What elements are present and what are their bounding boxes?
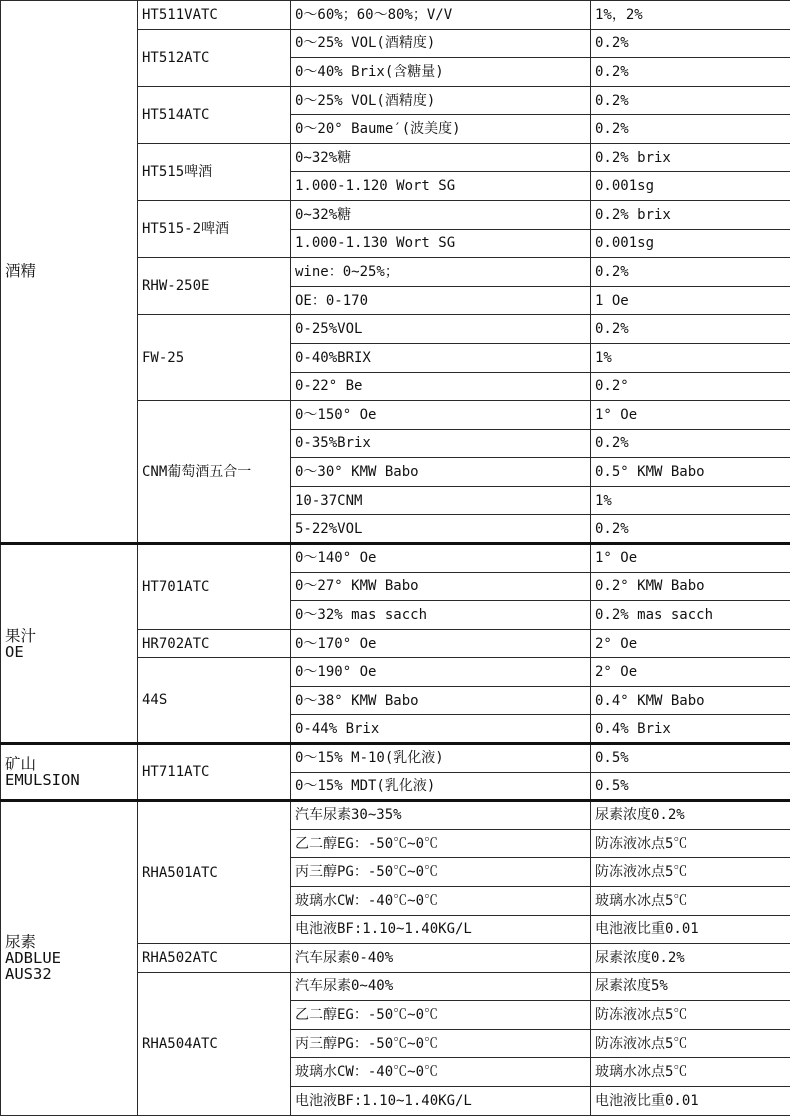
range-cell: 电池液BF:1.10~1.40KG/L — [291, 915, 591, 944]
precision-cell: 2° Oe — [591, 629, 790, 658]
precision-cell: 0.001sg — [591, 172, 790, 201]
model-cell: HT512ATC — [138, 29, 291, 86]
range-cell: 0-44% Brix — [291, 715, 591, 744]
range-cell: 汽车尿素0~40% — [291, 972, 591, 1001]
range-cell: 0～25% VOL(酒精度) — [291, 86, 591, 115]
precision-cell: 电池液比重0.01 — [591, 1086, 790, 1115]
precision-cell: 0.2% brix — [591, 201, 790, 230]
model-cell: CNM葡萄酒五合一 — [138, 401, 291, 544]
range-cell: 0～30° KMW Babo — [291, 458, 591, 487]
precision-cell: 0.4° KMW Babo — [591, 686, 790, 715]
category-label: EMULSION — [5, 772, 137, 788]
precision-cell: 0.2% mas sacch — [591, 601, 790, 630]
range-cell: 0~32%糖 — [291, 201, 591, 230]
model-cell: HT711ATC — [138, 744, 291, 801]
model-cell: RHA504ATC — [138, 972, 291, 1115]
range-cell: 0～15% MDT(乳化液) — [291, 772, 591, 801]
category-label: ADBLUE — [5, 950, 137, 966]
model-cell: HT511VATC — [138, 1, 291, 30]
model-cell: FW-25 — [138, 315, 291, 401]
precision-cell: 1% — [591, 486, 790, 515]
range-cell: 0～40% Brix(含糖量) — [291, 58, 591, 87]
precision-cell: 0.2% — [591, 86, 790, 115]
range-cell: wine：0~25%； — [291, 258, 591, 287]
range-cell: 0～150° Oe — [291, 401, 591, 430]
category-label: 尿素 — [5, 934, 137, 950]
range-cell: 0～15% M-10(乳化液) — [291, 744, 591, 773]
range-cell: 1.000-1.130 Wort SG — [291, 229, 591, 258]
range-cell: 0-40%BRIX — [291, 343, 591, 372]
range-cell: 电池液BF:1.10~1.40KG/L — [291, 1086, 591, 1115]
category-label: 果汁 — [5, 628, 137, 644]
precision-cell: 防冻液冰点5℃ — [591, 858, 790, 887]
precision-cell: 0.5% — [591, 744, 790, 773]
model-cell: RHA502ATC — [138, 944, 291, 973]
spec-table-body — [1, 1, 790, 1116]
precision-cell: 0.2% — [591, 115, 790, 144]
range-cell: 汽车尿素0-40% — [291, 944, 591, 973]
precision-cell: 0.2% — [591, 58, 790, 87]
range-cell: 0～25% VOL(酒精度) — [291, 29, 591, 58]
range-cell: 0～20° Baume′(波美度) — [291, 115, 591, 144]
precision-cell: 防冻液冰点5℃ — [591, 1029, 790, 1058]
precision-cell: 1% — [591, 343, 790, 372]
model-cell: HT515-2啤酒 — [138, 201, 291, 258]
model-cell: RHW-250E — [138, 258, 291, 315]
category-label: 矿山 — [5, 756, 137, 772]
range-cell: 0~32%糖 — [291, 143, 591, 172]
range-cell: 0～170° Oe — [291, 629, 591, 658]
model-cell: HT701ATC — [138, 543, 291, 629]
range-cell: 1.000-1.120 Wort SG — [291, 172, 591, 201]
range-cell: 0-25%VOL — [291, 315, 591, 344]
category-cell — [1, 744, 138, 801]
range-cell: 0～140° Oe — [291, 543, 591, 572]
precision-cell: 防冻液冰点5℃ — [591, 1001, 790, 1030]
category-label: 酒精 — [5, 263, 137, 279]
category-label: OE — [5, 644, 137, 660]
range-cell: 0～60%；60～80%；V/V — [291, 1, 591, 30]
precision-cell: 0.2% — [591, 29, 790, 58]
range-cell: 乙二醇EG：-50℃~0℃ — [291, 1001, 591, 1030]
model-cell: 44S — [138, 658, 291, 744]
range-cell: 玻璃水CW：-40℃~0℃ — [291, 886, 591, 915]
range-cell: 玻璃水CW：-40℃~0℃ — [291, 1058, 591, 1087]
precision-cell: 0.2% — [591, 258, 790, 287]
range-cell: 0～38° KMW Babo — [291, 686, 591, 715]
precision-cell: 玻璃水冰点5℃ — [591, 1058, 790, 1087]
range-cell: 丙三醇PG：-50℃~0℃ — [291, 1029, 591, 1058]
precision-cell: 尿素浓度0.2% — [591, 801, 790, 830]
precision-cell: 玻璃水冰点5℃ — [591, 886, 790, 915]
range-cell: 乙二醇EG：-50℃~0℃ — [291, 829, 591, 858]
range-cell: 0～32% mas sacch — [291, 601, 591, 630]
range-cell: 丙三醇PG：-50℃~0℃ — [291, 858, 591, 887]
range-cell: 0～190° Oe — [291, 658, 591, 687]
precision-cell: 防冻液冰点5℃ — [591, 829, 790, 858]
precision-cell: 0.5% — [591, 772, 790, 801]
precision-cell: 2° Oe — [591, 658, 790, 687]
precision-cell: 1%，2% — [591, 1, 790, 30]
range-cell: 汽车尿素30~35% — [291, 801, 591, 830]
range-cell: 0～27° KMW Babo — [291, 572, 591, 601]
table-row — [1, 801, 790, 830]
range-cell: 10-37CNM — [291, 486, 591, 515]
precision-cell: 0.2° KMW Babo — [591, 572, 790, 601]
precision-cell: 0.2° — [591, 372, 790, 401]
precision-cell: 1° Oe — [591, 401, 790, 430]
range-cell: 5-22%VOL — [291, 515, 591, 544]
table-row — [1, 543, 790, 572]
range-cell: OE：0-170 — [291, 286, 591, 315]
category-cell — [1, 543, 138, 743]
precision-cell: 0.5° KMW Babo — [591, 458, 790, 487]
precision-cell: 尿素浓度5% — [591, 972, 790, 1001]
precision-cell: 0.2% — [591, 515, 790, 544]
category-label: AUS32 — [5, 966, 137, 982]
precision-cell: 0.2% brix — [591, 143, 790, 172]
model-cell: HR702ATC — [138, 629, 291, 658]
category-cell — [1, 1, 138, 544]
model-cell: HT515啤酒 — [138, 143, 291, 200]
table-row — [1, 1, 790, 30]
range-cell: 0-35%Brix — [291, 429, 591, 458]
precision-cell: 0.2% — [591, 429, 790, 458]
category-cell — [1, 801, 138, 1115]
precision-cell: 0.001sg — [591, 229, 790, 258]
model-cell: HT514ATC — [138, 86, 291, 143]
precision-cell: 0.4% Brix — [591, 715, 790, 744]
precision-cell: 1° Oe — [591, 543, 790, 572]
precision-cell: 0.2% — [591, 315, 790, 344]
model-cell: RHA501ATC — [138, 801, 291, 944]
precision-cell: 尿素浓度0.2% — [591, 944, 790, 973]
table-row — [1, 744, 790, 773]
precision-cell: 1 Oe — [591, 286, 790, 315]
precision-cell: 电池液比重0.01 — [591, 915, 790, 944]
range-cell: 0-22° Be — [291, 372, 591, 401]
